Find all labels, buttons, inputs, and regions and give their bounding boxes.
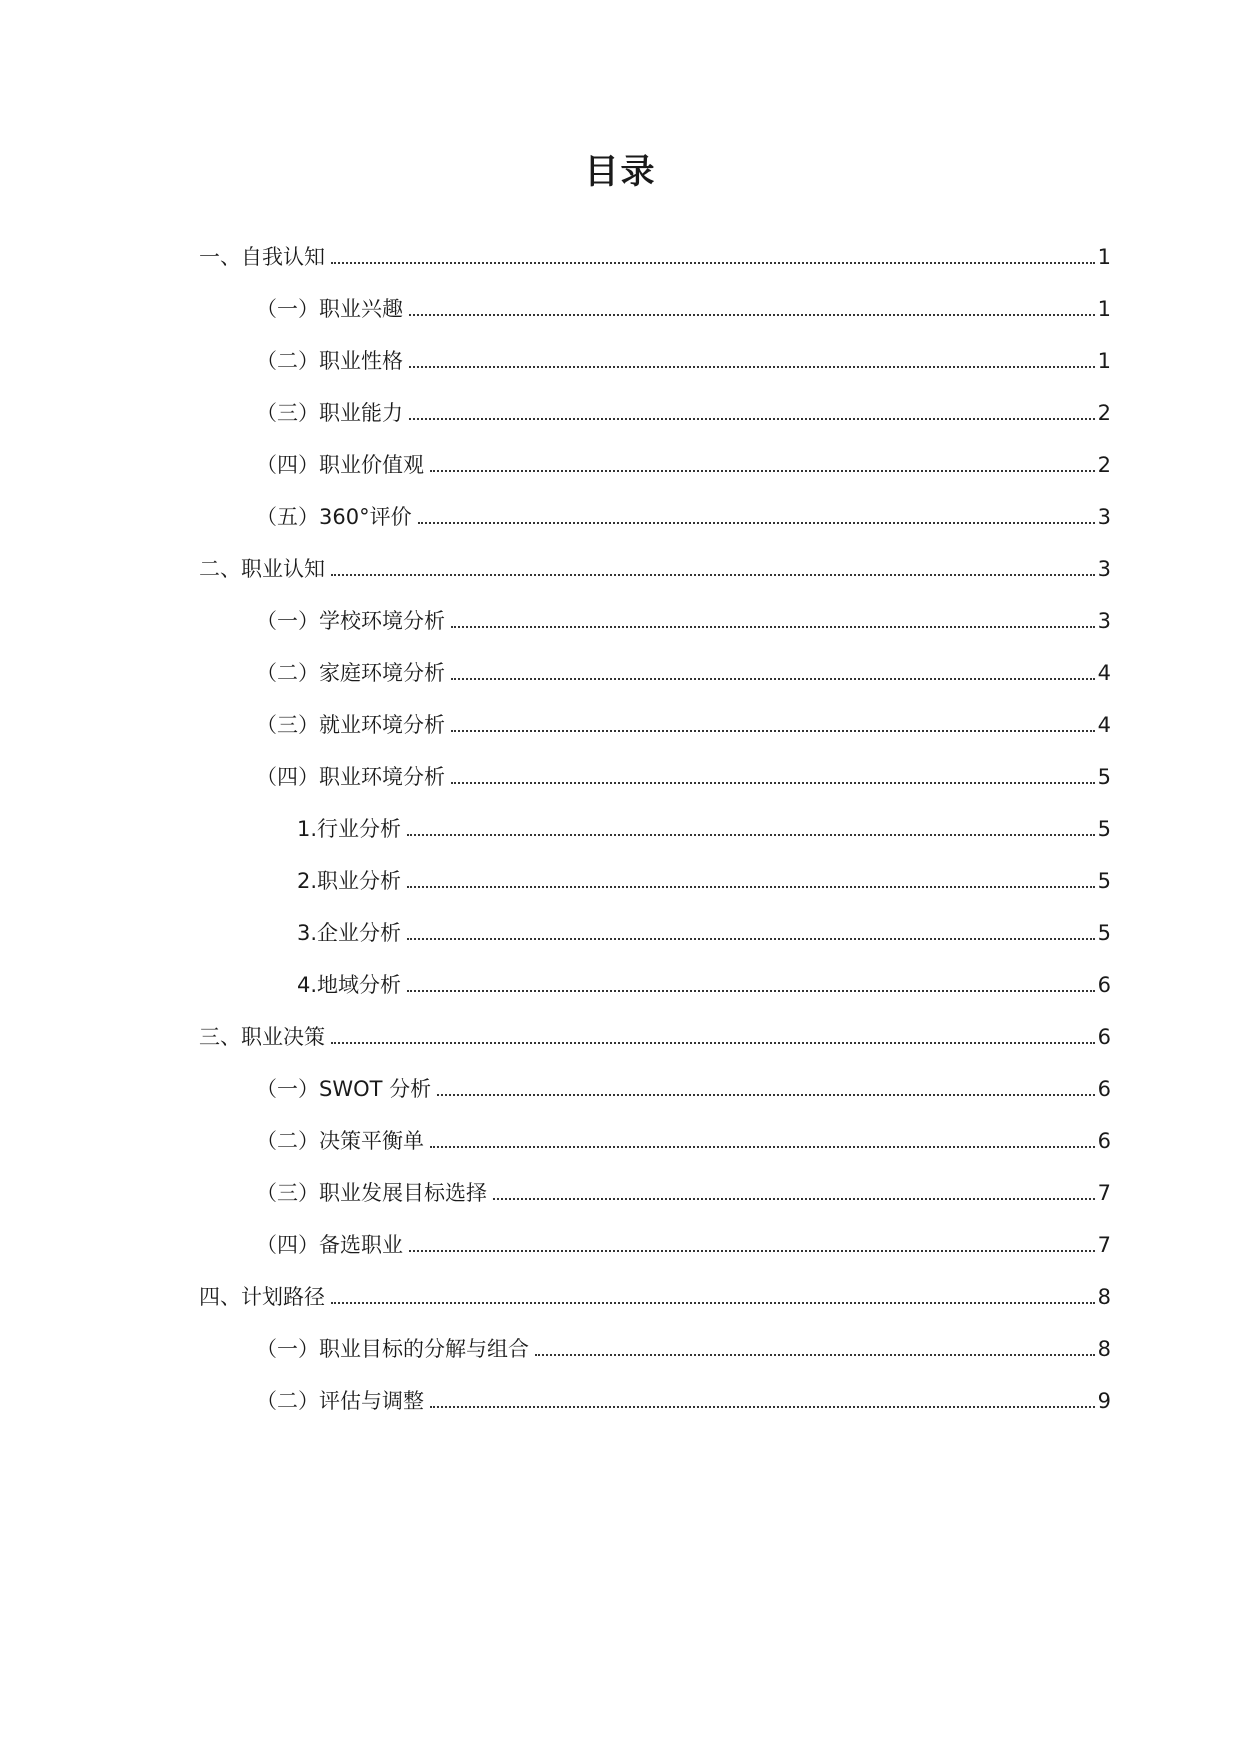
toc-entry[interactable]: [199, 1110, 1111, 1162]
toc-entry[interactable]: [199, 538, 1111, 590]
toc-page-number: 7: [1097, 1181, 1111, 1205]
toc-entry[interactable]: [199, 694, 1111, 746]
toc-entry[interactable]: [199, 1214, 1111, 1266]
toc-page-number: 8: [1097, 1337, 1111, 1361]
toc-entry[interactable]: [199, 1162, 1111, 1214]
toc-entry[interactable]: [199, 486, 1111, 538]
toc-entry-text: （二）家庭环境分析: [256, 661, 445, 685]
toc-entry-text: （二）评估与调整: [256, 1389, 424, 1413]
toc-entry-text: 二、职业认知: [199, 557, 325, 581]
toc-entry-text: 3.企业分析: [297, 921, 402, 945]
toc-page-number: 4: [1097, 713, 1111, 737]
toc-page-number: 3: [1097, 557, 1111, 581]
toc-entry[interactable]: [199, 226, 1111, 278]
toc-entry-text: （二）职业性格: [256, 349, 403, 373]
toc-page-number: 6: [1097, 1077, 1111, 1101]
toc-entry-text: 一、自我认知: [199, 245, 325, 269]
dot-leader: [451, 782, 1095, 784]
toc-entry[interactable]: [199, 642, 1111, 694]
toc-page-number: 1: [1097, 245, 1111, 269]
dot-leader: [407, 990, 1095, 992]
toc-page-number: 6: [1097, 1025, 1111, 1049]
dot-leader: [331, 574, 1095, 576]
toc-page-number: 5: [1097, 869, 1111, 893]
toc-entry[interactable]: [199, 590, 1111, 642]
toc-entry[interactable]: [199, 1266, 1111, 1318]
toc-entry-text: （一）职业目标的分解与组合: [256, 1337, 529, 1361]
toc-entry[interactable]: [199, 1318, 1111, 1370]
dot-leader: [331, 1302, 1095, 1304]
toc-page-number: 5: [1097, 817, 1111, 841]
toc-entry-text: 1.行业分析: [297, 817, 402, 841]
dot-leader: [451, 730, 1095, 732]
toc-entry[interactable]: [199, 382, 1111, 434]
toc-entry[interactable]: [199, 434, 1111, 486]
toc-entry-text: （一）学校环境分析: [256, 609, 445, 633]
dot-leader: [331, 262, 1095, 264]
toc-entry[interactable]: [199, 746, 1111, 798]
dot-leader: [451, 678, 1095, 680]
toc-entry[interactable]: [199, 850, 1111, 902]
toc-entry-text: （三）职业发展目标选择: [256, 1181, 487, 1205]
dot-leader: [409, 314, 1095, 316]
toc-page-number: 2: [1097, 453, 1111, 477]
dot-leader: [331, 1042, 1095, 1044]
toc-page-number: 1: [1097, 349, 1111, 373]
toc-page-number: 5: [1097, 921, 1111, 945]
toc-entry-text: （四）职业环境分析: [256, 765, 445, 789]
toc-page-number: 3: [1097, 505, 1111, 529]
dot-leader: [430, 470, 1095, 472]
dot-leader: [407, 938, 1095, 940]
toc-entry[interactable]: [199, 954, 1111, 1006]
toc-title: 目录: [584, 152, 657, 192]
toc-entry-text: （三）就业环境分析: [256, 713, 445, 737]
dot-leader: [407, 834, 1095, 836]
toc-page-number: 8: [1097, 1285, 1111, 1309]
toc-entry[interactable]: [199, 1370, 1111, 1422]
dot-leader: [409, 1250, 1095, 1252]
toc-entry[interactable]: [199, 330, 1111, 382]
toc-page-number: 5: [1097, 765, 1111, 789]
dot-leader: [535, 1354, 1095, 1356]
toc-page-number: 7: [1097, 1233, 1111, 1257]
dot-leader: [430, 1146, 1095, 1148]
toc-page-number: 6: [1097, 973, 1111, 997]
toc-page-number: 3: [1097, 609, 1111, 633]
toc-entry-text: （二）决策平衡单: [256, 1129, 424, 1153]
dot-leader: [409, 418, 1095, 420]
toc-entry-text: 四、计划路径: [199, 1285, 325, 1309]
toc-entry[interactable]: [199, 278, 1111, 330]
toc-entry-text: （五）360°评价: [256, 505, 412, 529]
toc-entry-text: （一）SWOT 分析: [256, 1077, 432, 1101]
toc-entry-text: （三）职业能力: [256, 401, 403, 425]
toc-entry[interactable]: [199, 1006, 1111, 1058]
dot-leader: [418, 522, 1095, 524]
toc-entry-text: 三、职业决策: [199, 1025, 325, 1049]
toc-entry-text: （四）备选职业: [256, 1233, 403, 1257]
toc-entry-text: 2.职业分析: [297, 869, 402, 893]
toc-page-number: 6: [1097, 1129, 1111, 1153]
dot-leader: [409, 366, 1095, 368]
dot-leader: [430, 1406, 1095, 1408]
toc-page-number: 9: [1097, 1389, 1111, 1413]
toc-page-number: 4: [1097, 661, 1111, 685]
toc-list: [199, 226, 1111, 1422]
toc-entry[interactable]: [199, 798, 1111, 850]
toc-entry-text: （一）职业兴趣: [256, 297, 403, 321]
toc-entry-text: （四）职业价值观: [256, 453, 424, 477]
dot-leader: [437, 1094, 1095, 1096]
toc-entry[interactable]: [199, 1058, 1111, 1110]
toc-page-number: 2: [1097, 401, 1111, 425]
dot-leader: [451, 626, 1095, 628]
toc-entry-text: 4.地域分析: [297, 973, 402, 997]
dot-leader: [407, 886, 1095, 888]
dot-leader: [493, 1198, 1095, 1200]
toc-page-number: 1: [1097, 297, 1111, 321]
toc-entry[interactable]: [199, 902, 1111, 954]
